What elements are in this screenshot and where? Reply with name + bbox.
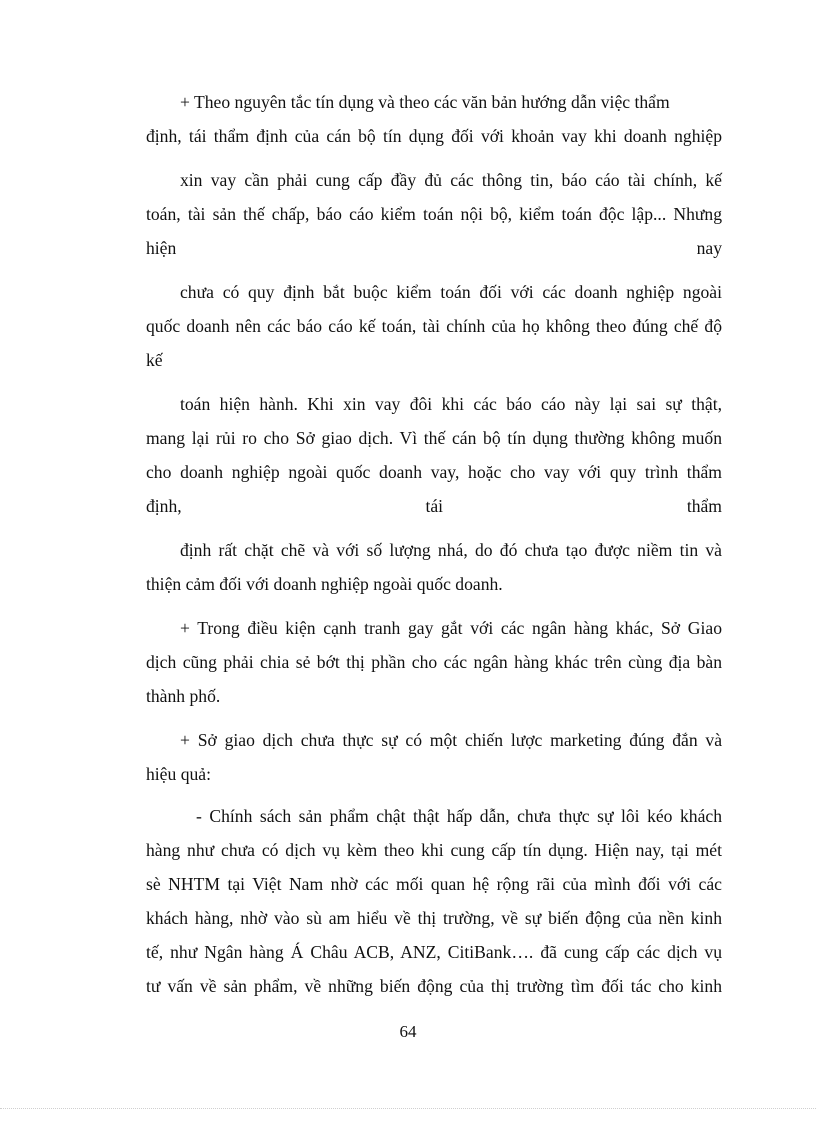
paragraph-line <box>146 496 722 516</box>
paragraph-line: khách hàng, nhờ vào sù am hiểu về thị trường, về sự biến động của nền kinh <box>146 908 722 928</box>
paragraph-line: + Trong điều kiện cạnh tranh gay gắt với các ngân hàng khác, Sở Giao <box>180 618 722 638</box>
word: nay <box>696 238 722 258</box>
paragraph-line: xin vay cần phải cung cấp đầy đủ các thông tin, báo cáo tài chính, kế <box>180 170 722 190</box>
word: hiện <box>146 238 177 258</box>
paragraph-line: cho doanh nghiệp ngoài quốc doanh vay, hoặc cho vay với quy trình thẩm <box>146 462 722 482</box>
paragraph-line: + Sở giao dịch chưa thực sự có một chiến lược marketing đúng đắn và <box>180 730 722 750</box>
paragraph-line: kế <box>146 350 163 370</box>
paragraph-line <box>146 238 722 258</box>
page-number: 64 <box>399 1022 417 1041</box>
paragraph-line: toán hiện hành. Khi xin vay đôi khi các báo cáo này lại sai sự thật, <box>180 394 722 414</box>
paragraph-line: định rất chặt chẽ và với số lượng nhá, do đó chưa tạo được niềm tin và <box>180 540 722 560</box>
paragraph-line: hàng như chưa có dịch vụ kèm theo khi cung cấp tín dụng. Hiện nay, tại mét <box>146 840 722 860</box>
paragraph-line: + Theo nguyên tắc tín dụng và theo các văn bản hướng dẫn việc thẩm <box>180 92 670 112</box>
paragraph-line: định, tái thẩm định của cán bộ tín dụng đối với khoản vay khi doanh nghiệp <box>146 126 722 146</box>
paragraph-line: sè NHTM tại Việt Nam nhờ các mối quan hệ rộng rãi của mình đối với các <box>146 874 722 894</box>
paragraph-line: chưa có quy định bắt buộc kiểm toán đối với các doanh nghiệp ngoài <box>180 282 722 302</box>
paragraph-line: hiệu quả: <box>146 764 211 784</box>
page-divider <box>0 1108 816 1109</box>
paragraph-line: - Chính sách sản phẩm chật thật hấp dẫn, chưa thực sự lôi kéo khách <box>196 806 722 826</box>
paragraph-line: tư vấn về sản phẩm, về những biến động của thị trường tìm đối tác cho kinh <box>146 976 722 996</box>
paragraph-line: tế, như Ngân hàng Á Châu ACB, ANZ, CitiBank…. đã cung cấp các dịch vụ <box>146 942 722 962</box>
word: thẩm <box>686 496 722 516</box>
word: định, <box>146 496 182 516</box>
paragraph-line: mang lại rủi ro cho Sở giao dịch. Vì thế cán bộ tín dụng thường không muốn <box>146 428 722 448</box>
word: tái <box>425 496 444 516</box>
paragraph-line: toán, tài sản thế chấp, báo cáo kiểm toán nội bộ, kiểm toán độc lập... Nhưng <box>146 204 722 224</box>
paragraph-line: thành phố. <box>146 686 221 706</box>
paragraph-line: dịch cũng phải chia sẻ bớt thị phần cho các ngân hàng khác trên cùng địa bàn <box>146 652 722 672</box>
paragraph-line: thiện cảm đối với doanh nghiệp ngoài quốc doanh. <box>146 574 503 594</box>
paragraph-line: quốc doanh nên các báo cáo kế toán, tài chính của họ không theo đúng chế độ <box>146 316 722 336</box>
